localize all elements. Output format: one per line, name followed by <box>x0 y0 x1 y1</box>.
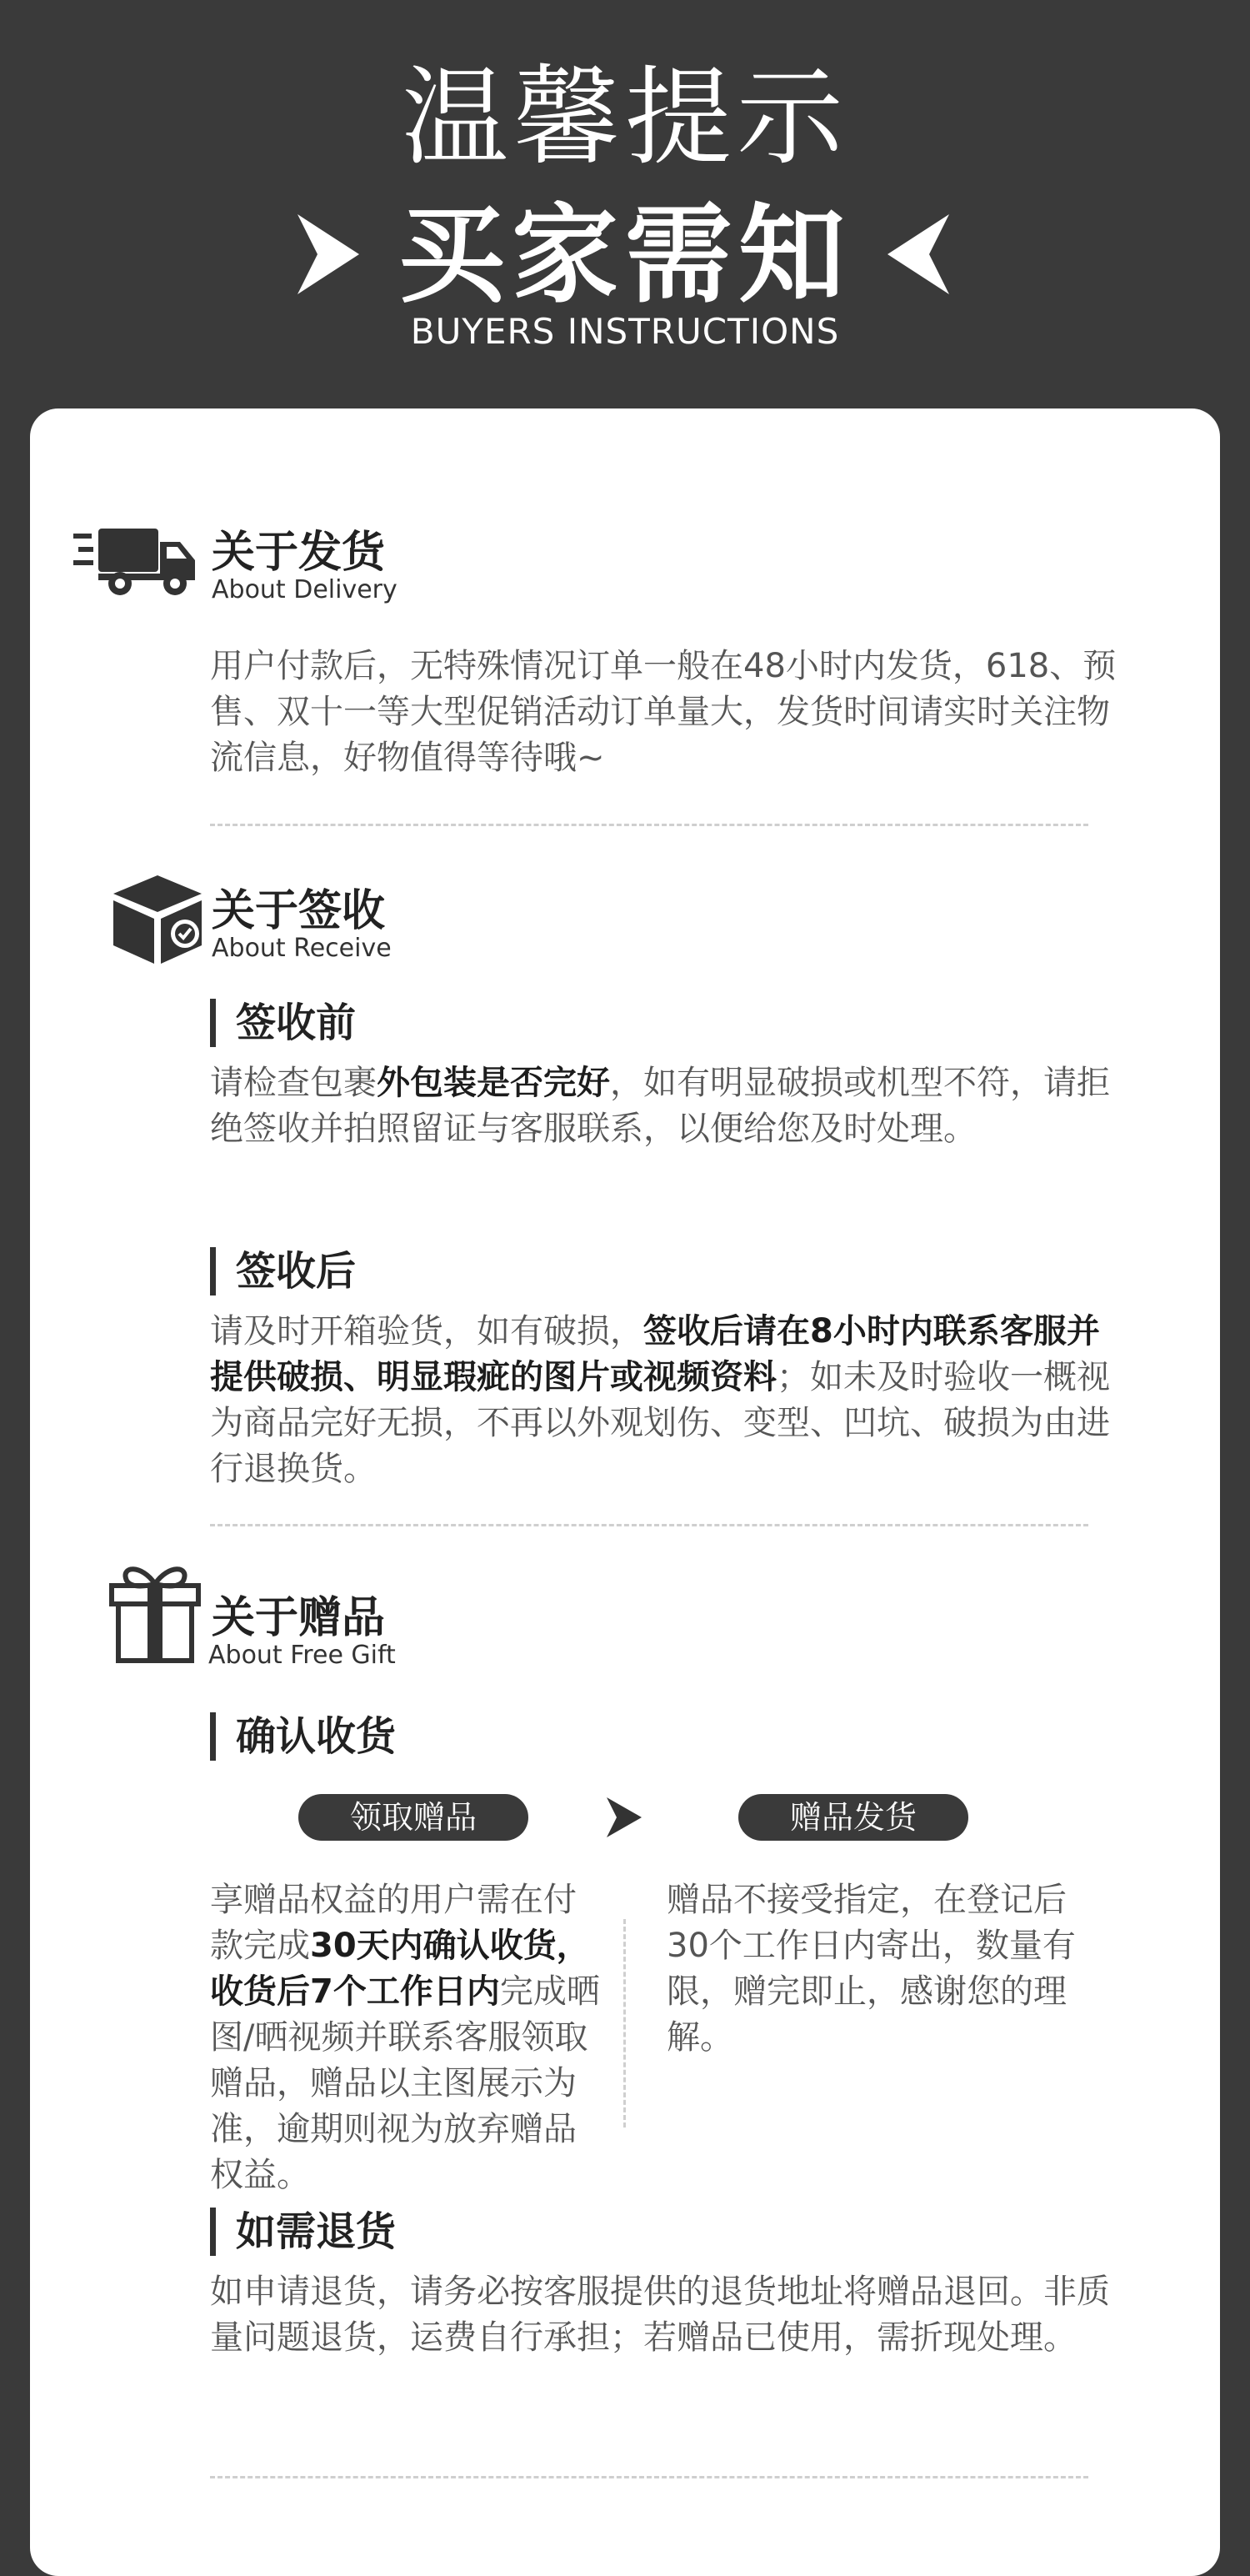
receive-title: 关于签收 <box>212 886 386 936</box>
page-subtitle-en: BUYERS INSTRUCTIONS <box>410 311 840 352</box>
gift-return-heading: 如需退货 <box>210 2208 396 2256</box>
gift-title-en: About Free Gift <box>208 1641 396 1670</box>
header <box>0 0 1250 408</box>
gift-title: 关于赠品 <box>212 1593 386 1643</box>
page-subtitle: 买家需知 <box>398 193 852 318</box>
gift-confirm-heading: 确认收货 <box>210 1712 396 1761</box>
delivery-text: 用户付款后，无特殊情况订单一般在48小时内发货，618、预售、双十一等大型促销活动订单量大，发货时间请实时关注物流信息，好物值得等待哦~ <box>210 647 1117 777</box>
gift-icon <box>108 1559 202 1664</box>
step-gift-ship: 赠品发货 <box>738 1794 968 1841</box>
gift-left-text: 享赠品权益的用户需在付款完成30天内确认收货，收货后7个工作日内完成晒图/晒视频并联系客服领取赠品，赠品以主图展示为准，逾期则视为放弃赠品权益。 <box>210 1881 600 2194</box>
receive-before-heading: 签收前 <box>210 999 356 1047</box>
receive-before-text: 请检查包裹外包装是否完好，如有明显破损或机型不符，请拒绝签收并拍照留证与客服联系，以便给您及时处理。 <box>210 1064 1110 1148</box>
divider <box>210 824 1088 826</box>
gift-return-text: 如申请退货，请务必按客服提供的退货地址将赠品退回。非质量问题退货，运费自行承担；若赠品已使用，需折现处理。 <box>210 2273 1110 2357</box>
delivery-title: 关于发货 <box>212 528 386 578</box>
gift-right-text: 赠品不接受指定，在登记后30个工作日内寄出，数量有限，赠完即止，感谢您的理解。 <box>667 1881 1076 2057</box>
receive-after-text: 请及时开箱验货，如有破损，签收后请在8小时内联系客服并提供破损、明显瑕疵的图片或视频资料；如未及时验收一概视为商品完好无损，不再以外观划伤、变型、凹坑、破损为由进行退换货。 <box>210 1312 1110 1488</box>
step-claim-gift: 领取赠品 <box>298 1794 528 1841</box>
delivery-title-en: About Delivery <box>212 575 398 604</box>
column-divider <box>623 1919 626 2127</box>
content-card <box>30 408 1220 2576</box>
chevron-right-icon <box>605 1796 643 1839</box>
box-check-icon <box>108 872 207 967</box>
page-title: 温馨提示 <box>401 56 848 180</box>
receive-after-heading: 签收后 <box>210 1247 356 1296</box>
chevron-left-icon <box>886 213 951 296</box>
divider <box>210 1524 1088 1526</box>
divider <box>210 2476 1088 2478</box>
truck-icon <box>73 525 200 599</box>
receive-title-en: About Receive <box>212 934 392 963</box>
